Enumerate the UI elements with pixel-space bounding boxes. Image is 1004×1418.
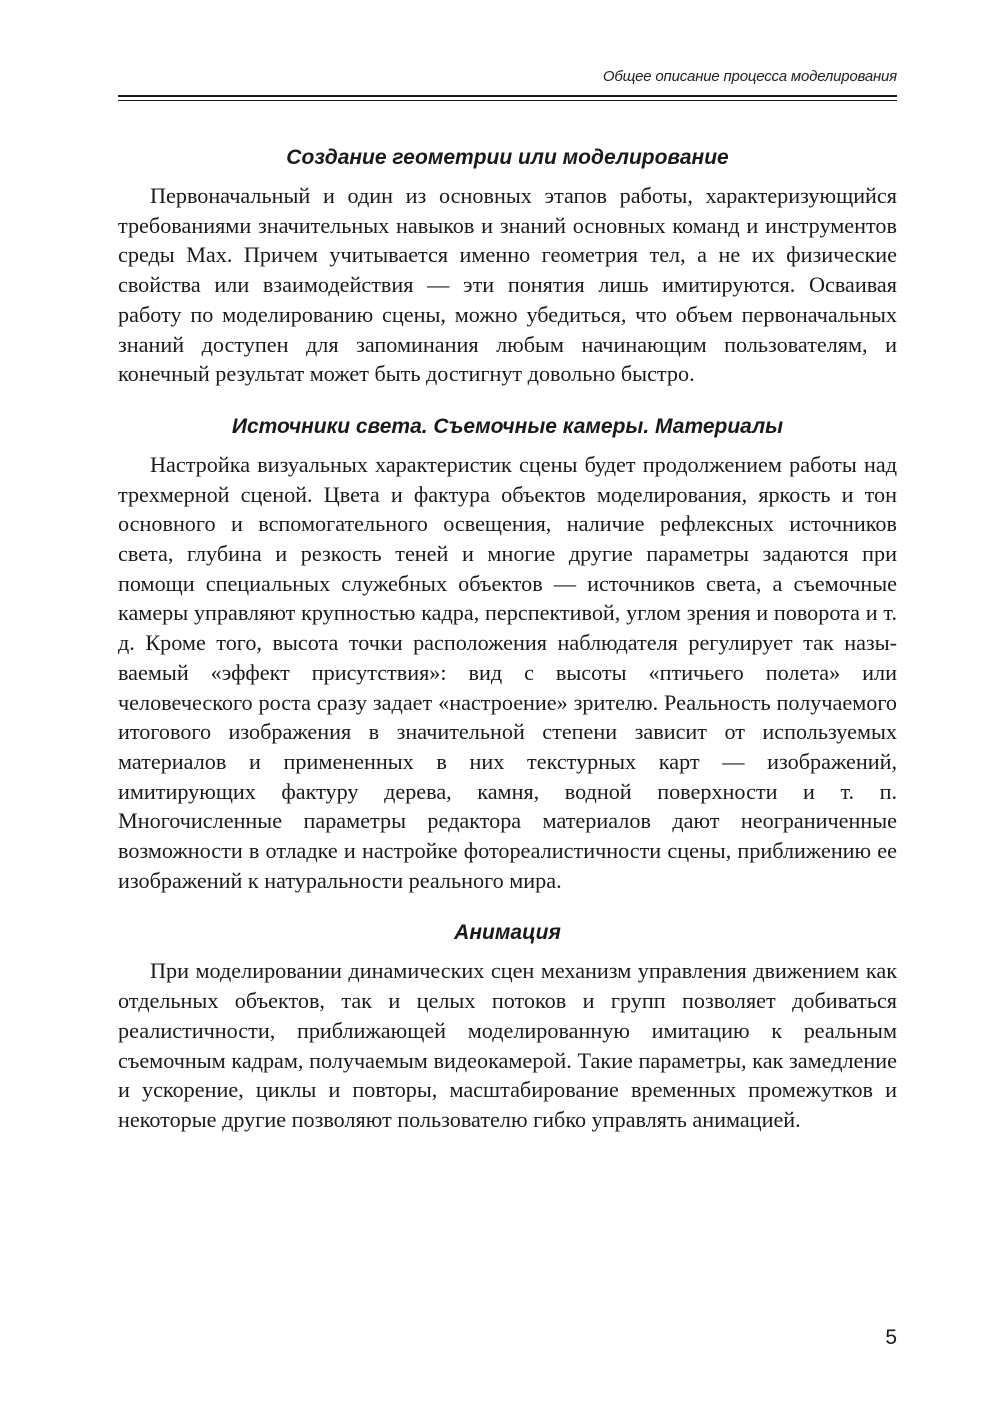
- paragraph-animation: При моделировании динамических сцен механизм управления движением как отдельных объектов, так и целых потоков и групп позволяет добиваться реалистичности, приближающей моделированную имитацию к реальным съемочным кадрам, получаемым видеокамерой. Такие параметры, как замедление и ускорение, циклы и повторы, масштабирование временных промежутков и некоторые другие позволяют пользователю гибко управлять анимацией.: [118, 958, 897, 1132]
- section-heading-lights-cameras-materials: Источники света. Съемочные камеры. Материалы: [231, 414, 784, 438]
- section-heading-modeling: Создание геометрии или моделирование: [286, 146, 729, 169]
- paragraph-modeling: Первоначальный и один из основных этапов работы, характеризующийся требованиями значительных навыков и знаний основных команд и инструментов среды Max. Причем учитывается именно геометрия тел, а не их физические свойства или взаимодействия — эти понятия лишь имитируются. Осваивая работу по моделированию сцены, можно убедиться, что объем первоначальных знаний доступен для запоминания любым начинающим пользователям, и конечный результат может быть достигнут довольно быстро.: [118, 183, 897, 387]
- paragraph-lights-cameras-materials: Настройка визуальных характеристик сцены будет продолжением работы над трехмерной сценой. Цвета и фактура объектов моделирования, яркость и тон основного и вспомогательного освещения, наличие рефлексных источников света, глубина и резкость теней и многие другие параметры задаются при помощи специальных служебных объектов — источников света, а съемочные камеры управляют крупностью кадра, перспективой, углом зрения и поворота и т. д. Кроме того, высота точки расположения наблюдателя регулирует так называемый «эффект присутствия»: вид с высоты «птичьего полета» или человеческого роста сразу задает «настроение» зрителю. Реальность получаемого итогового изображения в значительной степени зависит от используемых материалов и примененных в них текстурных карт — изображений, имитирующих фактуру дерева, камня, водной поверхности и т. п. Многочисленные параметры редактора материалов дают неограниченные возможности в отладке и настройке фотореалистичности сцены, приближению ее изображений к натуральности реального мира.: [118, 451, 897, 893]
- page-number: 5: [885, 1326, 897, 1349]
- header-rule-thin: [118, 100, 897, 101]
- section-heading-animation: Анимация: [454, 921, 561, 945]
- header-rule-thick: [118, 95, 897, 97]
- page-body: [118, 135, 897, 1135]
- running-header: Общее описание процесса моделирования: [602, 68, 897, 85]
